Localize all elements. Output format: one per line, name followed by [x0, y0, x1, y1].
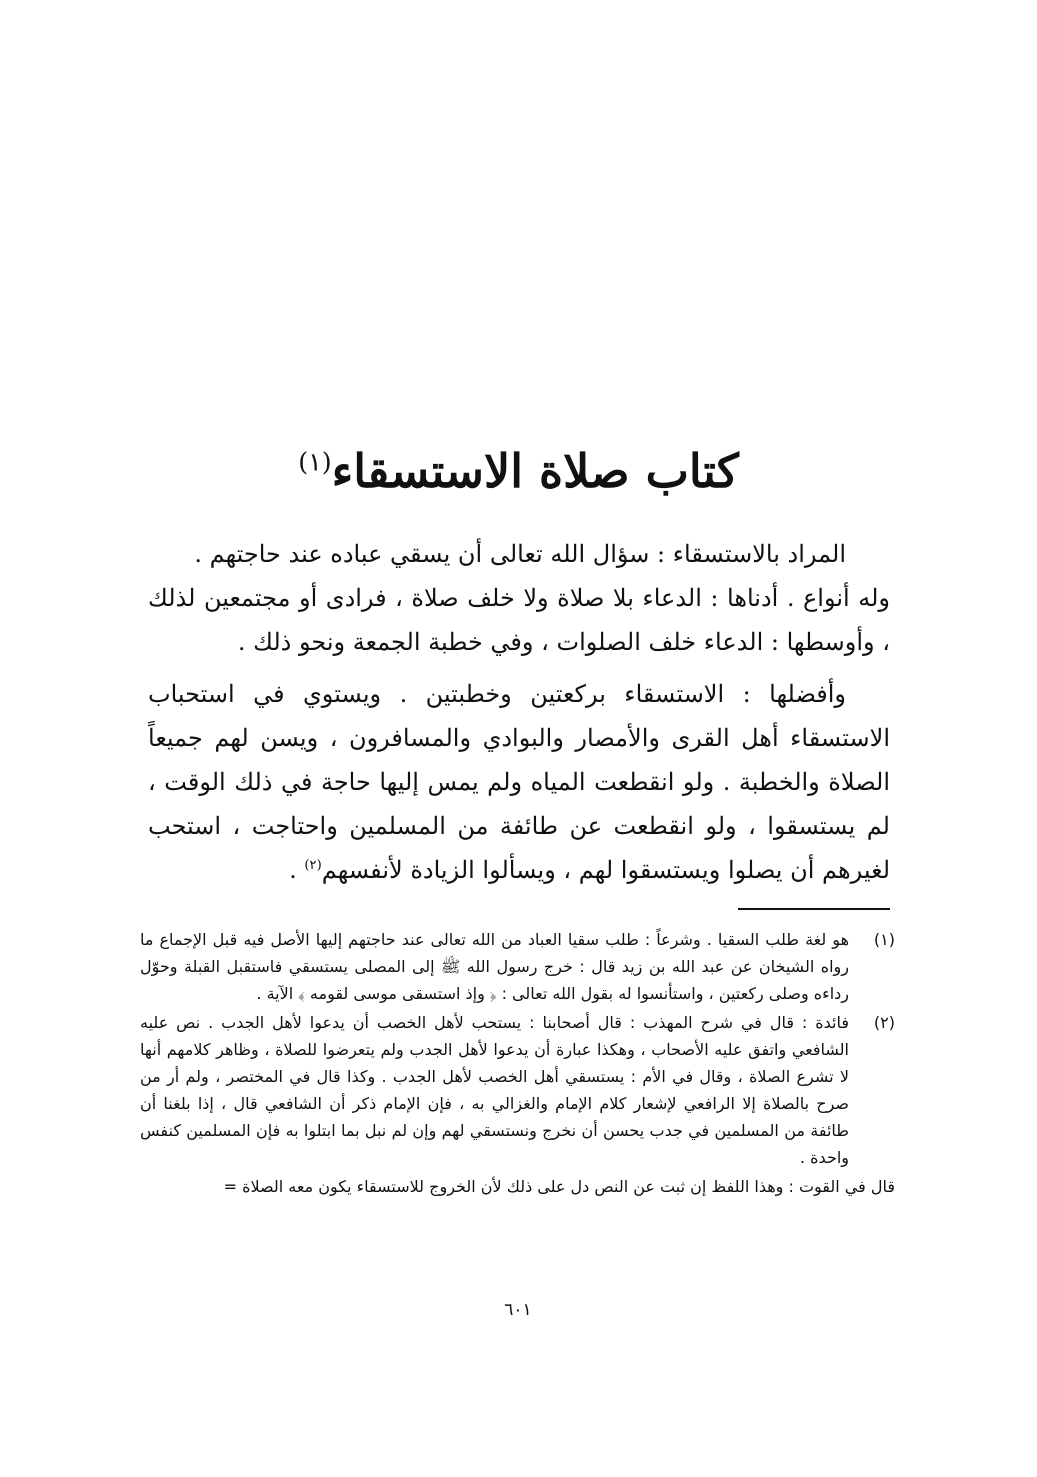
chapter-title-text: كتاب صلاة الاستسقاء	[331, 443, 739, 498]
footnote-continuation: قال في القوت : وهذا اللفظ إن ثبت عن النص دل على ذلك لأن الخروج للاستسقاء يكون معه الصلاة =	[223, 1177, 895, 1196]
paragraph-types: وله أنواع . أدناها : الدعاء بلا صلاة ولا خلف صلاة ، فرادى أو مجتمعين لذلك ، وأوسطها : الدعاء خلف الصلوات ، وفي خطبة الجمعة ونحو ذلك .	[148, 584, 890, 656]
title-footnote-ref: (١)	[298, 447, 332, 477]
paragraph-best-type-text: وأفضلها : الاستسقاء بركعتين وخطبتين . ويستوي في استحباب الاستسقاء أهل القرى والأمصار والبوادي والمسافرون ، ويسن لهم جميعاً الصلاة والخطبة . ولو انقطعت المياه ولم يمس إليها حاجة في ذلك الوقت ، لم يستسقوا ، ولو انقطعت عن طائفة من المسلمين واحتاجت ، استحب لغيرهم أن يصلوا ويستسقوا لهم ، ويسألوا الزيادة لأنفسهم	[148, 680, 890, 884]
chapter-title	[200, 439, 837, 503]
paragraph-definition: المراد بالاستسقاء : سؤال الله تعالى أن يسقي عباده عند حاجتهم .	[194, 540, 846, 568]
footnote-1-text: هو لغة طلب السقيا . وشرعاً : طلب سقيا العباد من الله تعالى عند حاجتهم إليها الأصل فيه قبل الإجماع ما رواه الشيخان عن عبد الله بن زيد قال : خرج رسول الله ﷺ إلى المصلى يستسقي فاستقبل القبلة وحوّل رداءه وصلى ركعتين ، واستأنسوا له بقول الله تعالى : ﴿ وإذ استسقى موسى لقومه ﴾ الآية .	[140, 930, 849, 1003]
footnote-1	[140, 926, 895, 1007]
footnote-2	[140, 1009, 895, 1171]
footnote-1-number: (١)	[873, 930, 895, 949]
footnote-divider	[738, 908, 890, 910]
paragraph-best-type-tail: .	[289, 856, 305, 884]
main-text	[148, 532, 890, 892]
paragraph-best-type	[148, 672, 890, 892]
footnote-2-text: فائدة : قال في شرح المهذب : قال أصحابنا : يستحب لأهل الخصب أن يدعوا لأهل الجدب . نص عليه الشافعي واتفق عليه الأصحاب ، وهكذا عبارة أن يدعوا لأهل الجدب ولم يتعرضوا للصلاة ، وظاهر كلامهم أنها لا تشرع الصلاة ، وقال في الأم : يستسقي أهل الخصب لأهل الجدب . وكذا قال في المختصر ، ولم أر من صرح بالصلاة إلا الرافعي لإشعار كلام الإمام والغزالي به ، فإن الإمام ذكر أن الشافعي قال ، إذا بلغنا أن طائفة من المسلمين في جدب يحسن أن نخرج ونستسقي لهم وإن لم نبل بما ابتلوا به فإن المسلمين كنفس واحدة .	[140, 1013, 849, 1167]
page-number: ٦٠١	[504, 1300, 532, 1320]
paragraph-footnote-ref: (٢)	[304, 858, 322, 873]
footnote-2-number: (٢)	[873, 1013, 895, 1032]
footnotes	[140, 926, 895, 1200]
